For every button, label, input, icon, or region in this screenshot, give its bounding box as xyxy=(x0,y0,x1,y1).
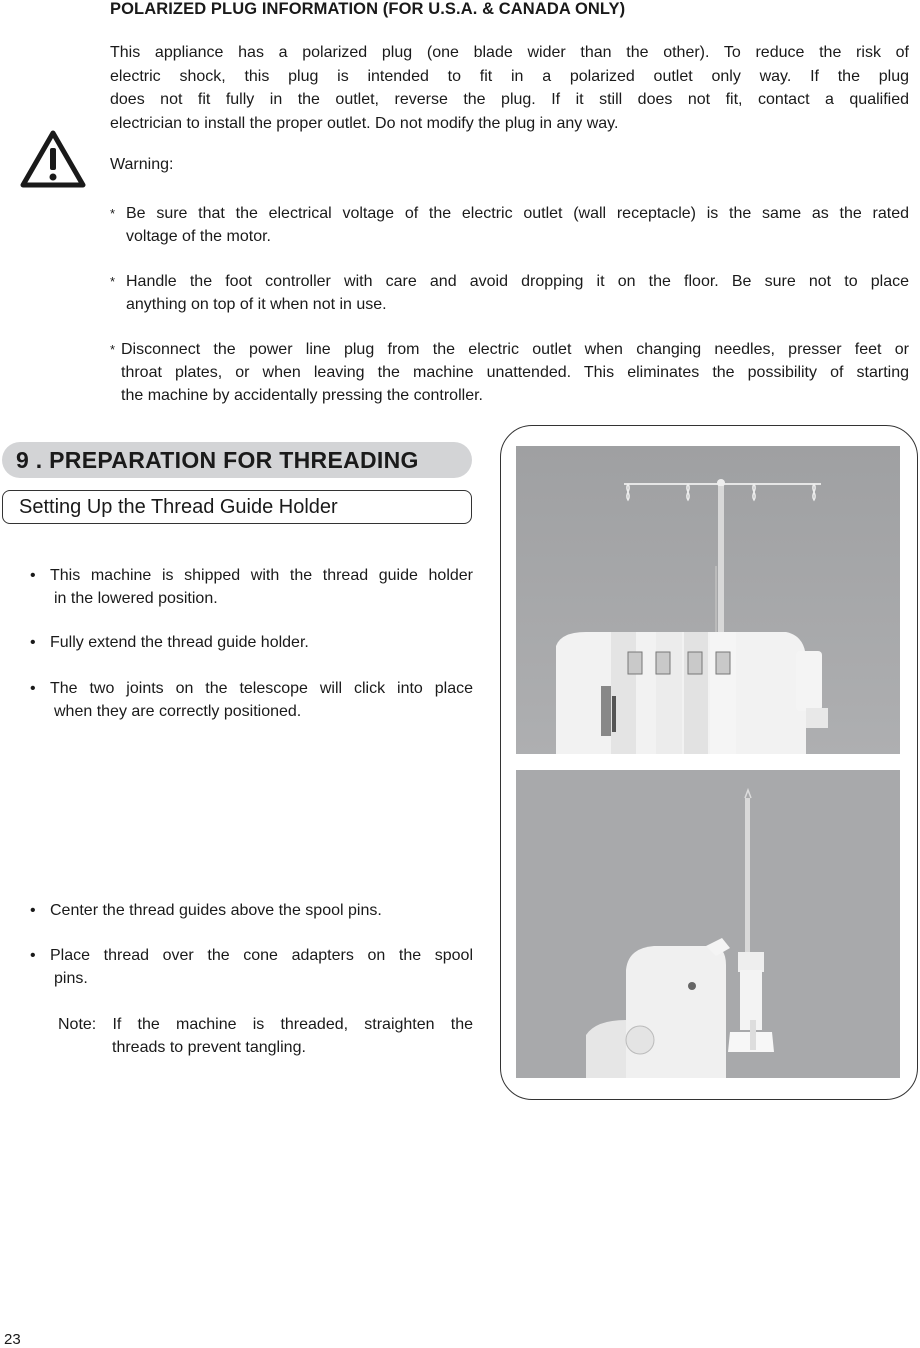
plug-info-line: electrician to install the proper outlet. Do not modify the plug in any way. xyxy=(110,114,619,132)
subsection-heading: Setting Up the Thread Guide Holder xyxy=(2,490,472,524)
warning-text: the machine by accidentally pressing the controller. xyxy=(121,387,483,404)
asterisk-marker: * xyxy=(110,206,116,221)
note-text: threads to prevent tangling. xyxy=(112,1039,306,1056)
bullet-marker: • xyxy=(30,680,36,697)
plug-info-title: POLARIZED PLUG INFORMATION (FOR U.S.A. & CANADA ONLY) xyxy=(110,0,626,18)
warning-text: Be sure that the electrical voltage of the electric outlet (wall receptacle) is the same as the rated xyxy=(126,205,909,222)
instruction-text: This machine is shipped with the thread guide holder xyxy=(50,567,473,584)
bullet-marker: • xyxy=(30,947,36,964)
plug-info-line: does not fit fully in the outlet, reverse the plug. If it still does not fit, contact a qualified xyxy=(110,91,909,108)
warning-triangle-icon xyxy=(20,130,86,188)
note xyxy=(58,1013,473,1059)
asterisk-marker: * xyxy=(110,342,116,357)
instruction-item xyxy=(30,677,473,723)
warning-text: anything on top of it when not in use. xyxy=(126,296,387,313)
instruction-item xyxy=(30,899,473,922)
warning-text: voltage of the motor. xyxy=(126,228,271,245)
photo-thread-guide-extended xyxy=(516,446,900,754)
warning-label: Warning: xyxy=(110,156,174,173)
bullet-marker: • xyxy=(30,634,36,651)
note-text: Note: If the machine is threaded, straighten the xyxy=(58,1016,473,1033)
bullet-marker: • xyxy=(30,902,36,919)
instruction-item xyxy=(30,631,473,654)
warning-item xyxy=(110,202,909,248)
warning-text: throat plates, or when leaving the machine unattended. This eliminates the possibility of starting xyxy=(121,364,909,381)
section-heading: 9 . PREPARATION FOR THREADING xyxy=(2,442,472,478)
instruction-text: Place thread over the cone adapters on the spool xyxy=(50,947,473,964)
plug-info-line: This appliance has a polarized plug (one blade wider than the other). To reduce the risk of xyxy=(110,44,909,61)
instruction-text: Center the thread guides above the spool pins. xyxy=(50,902,382,919)
plug-info-line: electric shock, this plug is intended to fit in a polarized outlet only way. If the plug xyxy=(110,67,909,85)
warning-item xyxy=(110,338,909,407)
bullet-marker: • xyxy=(30,567,36,584)
instruction-text: when they are correctly positioned. xyxy=(54,703,302,720)
instruction-item xyxy=(30,944,473,990)
page-number: 23 xyxy=(4,1331,21,1348)
instruction-text: Fully extend the thread guide holder. xyxy=(50,634,309,651)
instruction-text: The two joints on the telescope will click into place xyxy=(50,680,473,697)
instruction-item xyxy=(30,564,473,610)
asterisk-marker: * xyxy=(110,274,116,289)
warning-text: Handle the foot controller with care and avoid dropping it on the floor. Be sure not to place xyxy=(126,273,909,290)
instruction-text: in the lowered position. xyxy=(54,590,218,607)
photo-spool-cone-side-view xyxy=(516,770,900,1078)
warning-item xyxy=(110,270,909,316)
plug-info-paragraph xyxy=(110,41,909,135)
instruction-text: pins. xyxy=(54,970,88,987)
warning-text: Disconnect the power line plug from the electric outlet when changing needles, presser feet or xyxy=(121,341,909,358)
